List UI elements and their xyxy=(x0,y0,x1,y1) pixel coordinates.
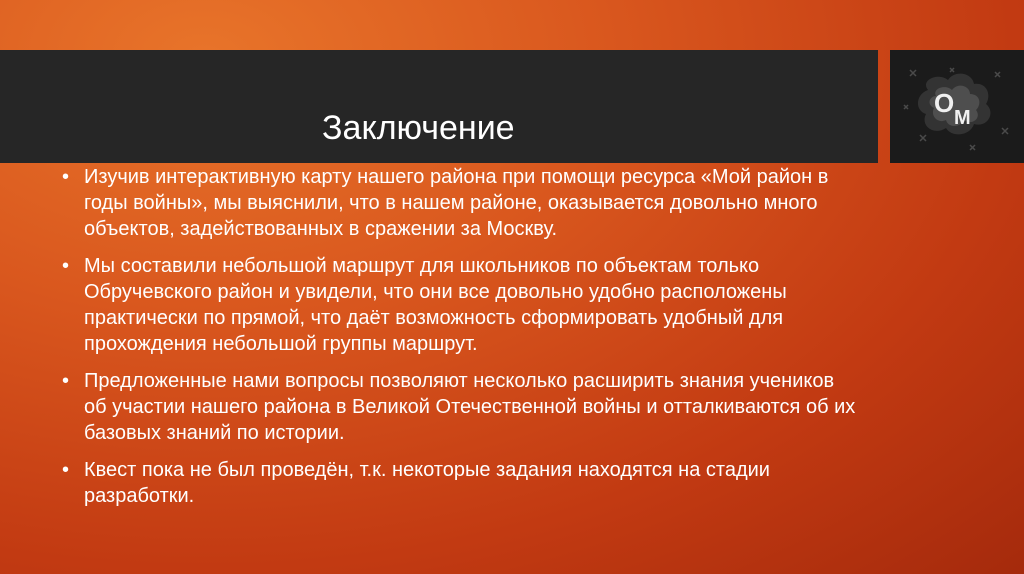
bullet-item xyxy=(62,368,862,446)
logo-graphic xyxy=(890,50,1024,163)
bullet-item xyxy=(62,457,862,509)
bullet-text: Предложенные нами вопросы позволяют несколько расширить знания учеников об участии нашего района в Великой Отечественной войны и отталкиваются об их базовых знаний по истории. xyxy=(84,370,856,444)
bullet-dot: • xyxy=(62,255,70,277)
bullet-dot: • xyxy=(62,459,70,481)
logo-image xyxy=(890,50,1024,163)
bullet-list xyxy=(62,164,862,520)
bullet-text: Мы составили небольшой маршрут для школьников по объектам только Обручевского район и увидели, что они все довольно удобно расположены практически по прямой, что даёт возможность сформировать удобный для прохождения небольшой группы маршрут. xyxy=(84,255,787,355)
bullet-item xyxy=(62,164,862,242)
bullet-item xyxy=(62,253,862,357)
svg-text:M: M xyxy=(954,107,971,129)
bullet-text: Квест пока не был проведён, т.к. некоторые задания находятся на стадии разработки. xyxy=(84,459,770,507)
bullet-text: Изучив интерактивную карту нашего района при помощи ресурса «Мой район в годы войны», мы выяснили, что в нашем районе, оказывается довольно много объектов, задействованных в сражении за Москву. xyxy=(84,166,829,240)
bullet-dot: • xyxy=(62,370,70,392)
slide-title: Заключение xyxy=(322,108,515,147)
svg-text:O: O xyxy=(934,88,955,118)
bullet-dot: • xyxy=(62,166,70,188)
